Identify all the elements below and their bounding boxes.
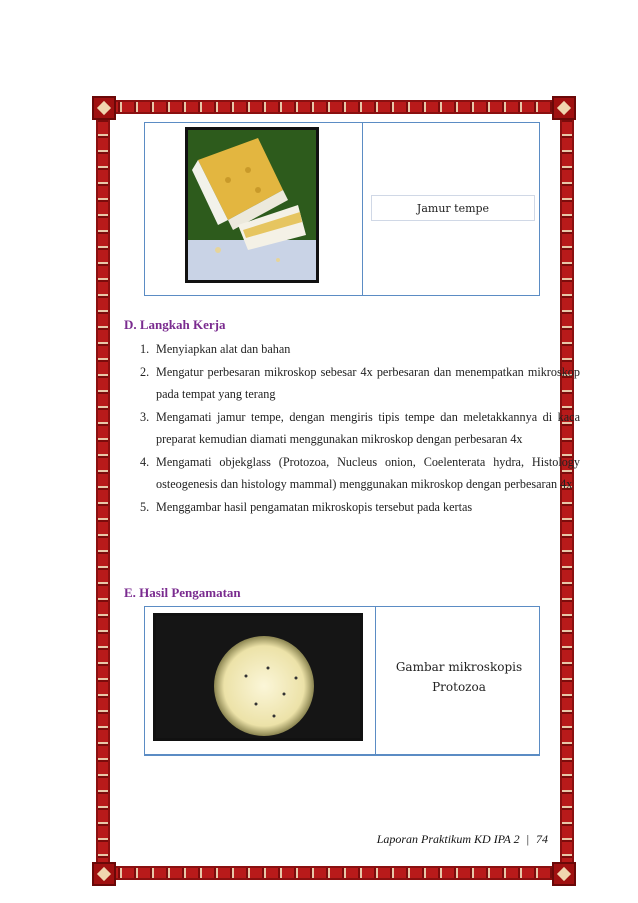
- ornament-corner-bottom-left: [92, 862, 116, 886]
- observation-table-tempe: [144, 122, 540, 296]
- tempe-caption: Jamur tempe: [416, 202, 490, 215]
- ornament-border-top: [96, 100, 574, 114]
- footer-separator: |: [526, 832, 529, 846]
- table-cell-divider: [362, 123, 363, 295]
- step-item: 5. Menggambar hasil pengamatan mikroskopis tersebut pada kertas: [140, 499, 473, 514]
- step-item: 1. Menyiapkan alat dan bahan: [140, 342, 291, 356]
- protozoa-micrograph: [153, 613, 363, 741]
- tempe-photo-drawing: [188, 130, 316, 280]
- page-number: 74: [536, 832, 548, 846]
- observation-table-protozoa: [144, 606, 540, 756]
- protozoa-caption-line1: Gambar mikroskopis: [395, 660, 523, 674]
- section-d-heading: D. Langkah Kerja: [124, 317, 226, 332]
- table-cell-divider: [375, 607, 376, 754]
- tempe-caption-box: [371, 195, 535, 221]
- ornament-border-left: [96, 100, 110, 880]
- ornament-corner-bottom-right: [552, 862, 576, 886]
- ornament-border-bottom: [96, 866, 574, 880]
- section-e-heading: E. Hasil Pengamatan: [124, 585, 241, 600]
- step-item: 4. Mengamati objekglass (Protozoa, Nucleus onion, Coelenterata hydra, Histology osteogenesis dan histology mammal) menggunakan mikroskop dengan perbesaran 4x: [140, 454, 580, 491]
- step-item: 2. Mengatur perbesaran mikroskop sebesar 4x perbesaran dan menempatkan mikroskop pada tempat yang terang: [140, 364, 580, 401]
- footer-label: Laporan Praktikum KD IPA 2: [376, 832, 520, 846]
- ornament-corner-top-left: [92, 96, 116, 120]
- protozoa-micrograph-drawing: [156, 616, 360, 738]
- ornament-corner-top-right: [552, 96, 576, 120]
- tempe-photo: [185, 127, 319, 283]
- step-item: 3. Mengamati jamur tempe, dengan mengiris tipis tempe dan meletakkannya di kaca preparat kemudian diamati menggunakan mikroskop dengan perbesaran 4x: [140, 409, 580, 446]
- protozoa-caption: [381, 657, 537, 697]
- protozoa-caption-line2: Protozoa: [432, 680, 486, 694]
- steps-list: [124, 338, 580, 518]
- page-footer: [377, 832, 548, 847]
